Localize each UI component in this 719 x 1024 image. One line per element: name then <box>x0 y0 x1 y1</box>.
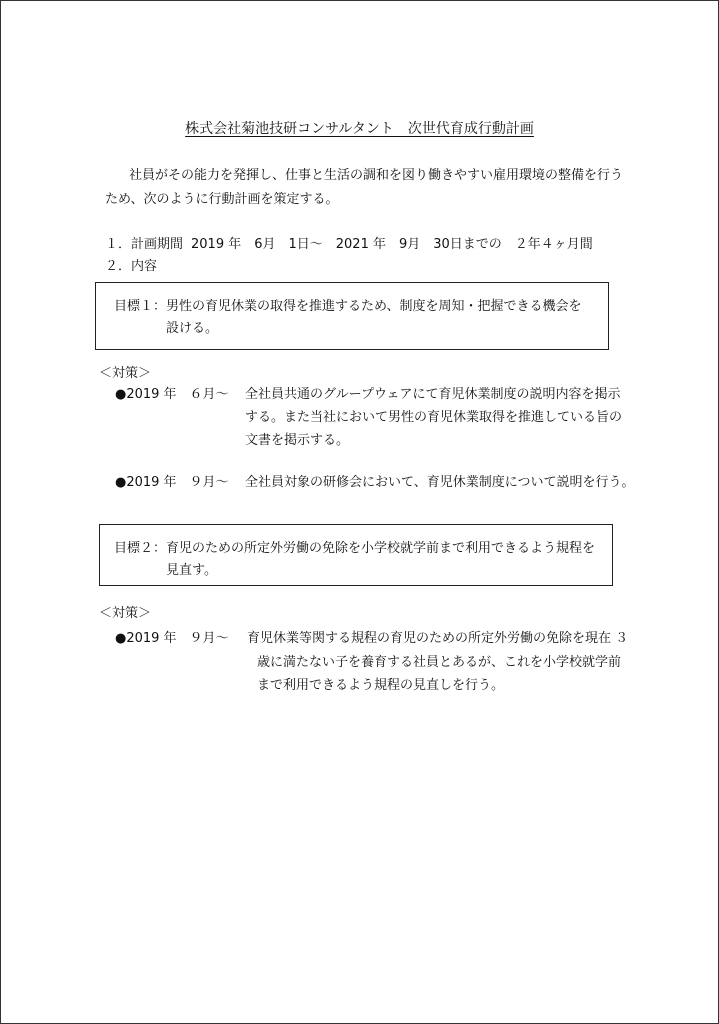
goal-1-measure-2-date: ●2019 年 ９月～ <box>115 475 229 490</box>
plan-period-label: １．計画期間 <box>105 237 184 252</box>
goal-1-measure-1-line-2: する。また当社において男性の育児休業取得を推進している旨の <box>245 410 623 425</box>
goal-1-measure-1-line-3: 文書を掲示する。 <box>245 433 350 448</box>
goal-2-measure-1-line-3: まで利用できるよう規程の見直しを行う。 <box>257 678 505 693</box>
content-label: ２．内容 <box>105 259 158 274</box>
goal-1-measure-1-line-1: 全社員共通のグループウェアにて育児休業制度の説明内容を掲示 <box>245 387 621 402</box>
goal-1-measure-2-line-1: 全社員対象の研修会において、育児休業制度について説明を行う。 <box>245 475 635 490</box>
plan-period-value: 2019 年 6月 1日～ 2021 年 9月 30日までの ２年４ヶ月間 <box>191 237 593 252</box>
goal-1-box <box>95 282 609 350</box>
goal-1-measure-1-date: ●2019 年 ６月～ <box>115 387 229 402</box>
goal-2-line-2: 見直す。 <box>166 563 217 578</box>
goal-2-box <box>99 524 613 586</box>
goal-1-measures-label: ＜対策＞ <box>99 366 152 381</box>
goal-2-measure-1-line-2: 歳に満たない子を養育する社員とあるが、これを小学校就学前 <box>257 655 622 670</box>
goal-2-measures-label: ＜対策＞ <box>99 606 152 621</box>
goal-2-label: 目標２： <box>114 541 167 556</box>
goal-1-line-2: 設ける。 <box>166 321 219 336</box>
intro-line-2: ため、次のように行動計画を策定する。 <box>105 192 339 207</box>
goal-2-line-1: 育児のための所定外労働の免除を小学校就学前まで利用できるよう規程を <box>166 541 596 556</box>
goal-1-line-1: 男性の育児休業の取得を推進するため、制度を周知・把握できる機会を <box>166 299 582 314</box>
document-title: 株式会社菊池技研コンサルタント 次世代育成行動計画 <box>185 121 534 137</box>
goal-2-measure-1-date: ●2019 年 ９月～ <box>115 631 229 646</box>
goal-2-measure-1-line-1: 育児休業等関する規程の育児のための所定外労働の免除を現在 ３ <box>247 631 629 646</box>
goal-1-label: 目標１： <box>114 299 167 314</box>
intro-line-1: 社員がその能力を発揮し、仕事と生活の調和を図り働きやすい雇用環境の整備を行う <box>129 168 624 183</box>
